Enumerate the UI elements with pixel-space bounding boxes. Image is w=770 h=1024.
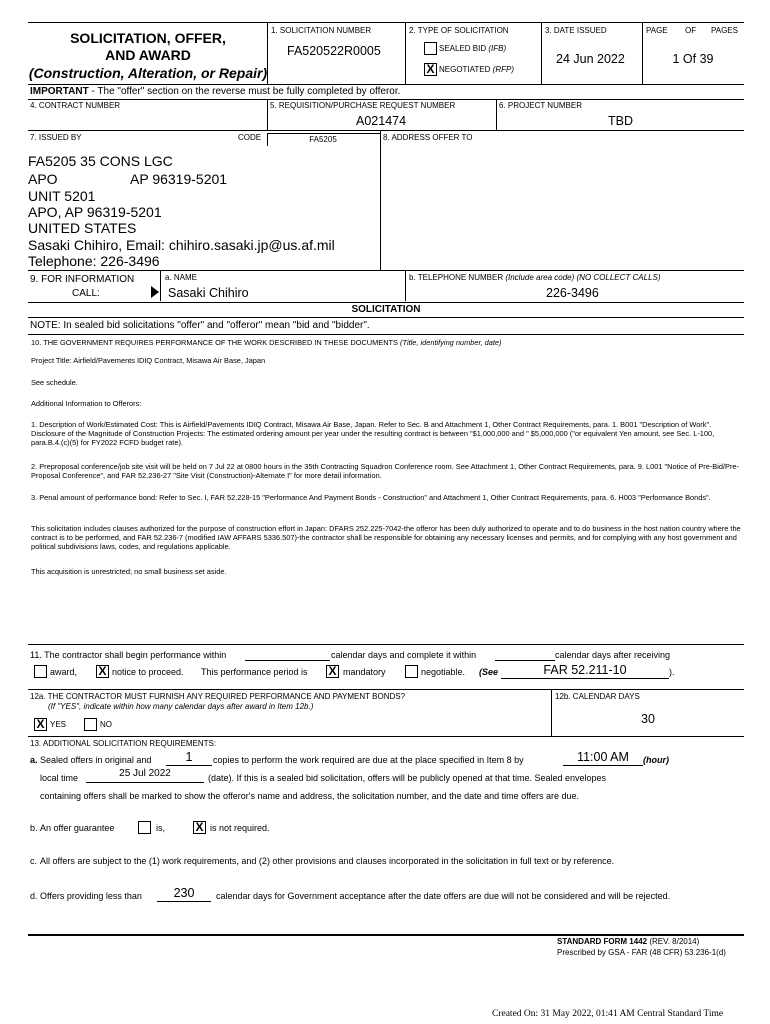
guarantee-not-required-label: is not required. (210, 823, 270, 833)
form-title-line3: (Construction, Alteration, or Repair) (28, 65, 268, 81)
date-issued-value: 24 Jun 2022 (556, 52, 625, 66)
begin-days-field[interactable] (245, 649, 330, 661)
hour-label: (hour) (643, 755, 669, 765)
sealed-bid-checkbox[interactable] (424, 42, 437, 55)
bonds-question-sub: (If "YES", indicate within how many calendar days after award in Item 12b.) (48, 702, 314, 711)
issued-by-line5: UNITED STATES (28, 220, 137, 236)
mandatory-checkbox[interactable]: X (326, 665, 339, 678)
acceptance-days-value[interactable]: 230 (157, 886, 211, 902)
preproposal-conference: 2. Preproposal conference/job site visit will be held on 7 Jul 22 at 0800 hours in the 35th Contracting Squadron Conference room. See Attachment 1, Other Contract Requirements, para. 9. L001 "Notice of Pre-Bid/Pre-Proposal Conference", and FAR 52.236-27 "Site Visit (Construction)-Alternate I" for more detail information. (31, 462, 740, 480)
form-title-line2: AND AWARD (105, 47, 191, 63)
item13d-text2: calendar days for Government acceptance after the date offers are due will not be considered and will be rejected. (216, 891, 671, 901)
offer-due-hour-value[interactable]: 11:00 AM (563, 750, 643, 766)
mandatory-label: mandatory (343, 667, 386, 677)
negotiable-checkbox[interactable] (405, 665, 418, 678)
call-label: CALL: (72, 288, 100, 299)
project-title: Project Title: Airfield/Pavements IDIQ Contract, Misawa Air Base, Japan (31, 356, 266, 365)
offer-due-date-value[interactable]: 25 Jul 2022 (86, 768, 204, 783)
guarantee-is-checkbox[interactable] (138, 821, 151, 834)
item10-label: 10. THE GOVERNMENT REQUIRES PERFORMANCE OF THE WORK DESCRIBED IN THESE DOCUMENTS (Title, identifying number, date) (31, 338, 502, 347)
code-label: CODE (238, 133, 262, 142)
penal-amount: 3. Penal amount of performance bond: Refer to Sec. I, FAR 52.228-15 "Performance And Payment Bonds - Construction" and Attachment 1, Other Contract Requirements, para. 6. H003 "Performance Bonds". (31, 493, 711, 502)
telephone-label: b. TELEPHONE NUMBER (Include area code) (NO COLLECT CALLS) (409, 273, 661, 282)
bonds-no-checkbox[interactable] (84, 718, 97, 731)
notice-to-proceed-checkbox[interactable]: X (96, 665, 109, 678)
local-time-label: local time (40, 773, 79, 783)
sealed-bid-label: SEALED BID (IFB) (439, 44, 507, 53)
requisition-number-label: 5. REQUISITION/PURCHASE REQUEST NUMBER (270, 101, 456, 110)
award-checkbox[interactable] (34, 665, 47, 678)
telephone-value: 226-3496 (546, 286, 599, 300)
important-notice: IMPORTANT - The "offer" section on the reverse must be fully completed by offeror. (30, 86, 401, 97)
issued-by-line7: Telephone: 226-3496 (28, 253, 160, 269)
calendar-days-label: 12b. CALENDAR DAYS (555, 692, 640, 701)
description-of-work: 1. Description of Work/Estimated Cost: This is Airfield/Pavements IDIQ Contract, Misawa Air Base, Japan. Refer to Sec. B and Attachment 1, Other Contract Requirements, para. 1. B001 "Description of Work". Disclosure of the Magnitude of Construction Projects: The estimated ordering amount per year under the resulting contract is between "$1,000,000 and " $5,000,000 ("or equivalent Yen amount, see Sec. L-100, para.B.4.(c)(5) for FY2022 FCFD budget rate). (31, 420, 715, 447)
item13b-prefix: b. (30, 823, 38, 833)
unrestricted-acquisition: This acquisition is unrestricted; no small business set aside. (31, 567, 227, 576)
complete-days-field[interactable] (495, 649, 555, 661)
requisition-number-value: A021474 (356, 114, 407, 128)
solicitation-type-label: 2. TYPE OF SOLICITATION (409, 26, 509, 35)
issued-code-value: FA5205 (309, 135, 337, 144)
contact-name-value: Sasaki Chihiro (168, 286, 249, 300)
issued-by-line2: APO (28, 171, 58, 187)
additional-requirements-label: 13. ADDITIONAL SOLICITATION REQUIREMENTS: (30, 739, 217, 748)
date-issued-label: 3. DATE ISSUED (545, 26, 607, 35)
negotiated-label: NEGOTIATED (RFP) (439, 65, 514, 74)
see-schedule: See schedule. (31, 378, 78, 387)
guarantee-is-label: is, (156, 823, 165, 833)
bonds-yes-label: YES (50, 720, 67, 729)
item11-text-c: calendar days after receiving (555, 650, 671, 660)
contract-number-label: 4. CONTRACT NUMBER (30, 101, 121, 110)
issued-by-label: 7. ISSUED BY (30, 133, 82, 142)
project-number-value: TBD (608, 114, 633, 128)
item11-text-b: calendar days and complete it within (331, 650, 477, 660)
of-label: OF (685, 26, 697, 35)
item13d-prefix: d. (30, 891, 38, 901)
offer-guarantee-label: An offer guarantee (40, 823, 115, 833)
performance-period-label: This performance period is (201, 667, 308, 677)
notice-to-proceed-label: notice to proceed. (112, 667, 184, 677)
sealed-bid-note: NOTE: In sealed bid solicitations "offer" and "offeror" mean "bid and "bidder". (30, 320, 370, 331)
created-on-stamp: Created On: 31 May 2022, 01:41 AM Central Standard Time (492, 1009, 724, 1019)
solicitation-heading: SOLICITATION (351, 304, 421, 315)
form-title-line1: SOLICITATION, OFFER, (70, 30, 226, 46)
see-label: (See (479, 667, 499, 677)
issued-by-line3: UNIT 5201 (28, 188, 96, 204)
item13d-text1: Offers providing less than (40, 891, 142, 901)
pages-label: PAGES (711, 26, 738, 35)
calendar-days-value: 30 (641, 712, 655, 726)
negotiable-label: negotiable. (421, 667, 466, 677)
item11-text-a: 11. The contractor shall begin performance within (30, 650, 227, 660)
bonds-question-label: 12a. THE CONTRACTOR MUST FURNISH ANY REQUIRED PERFORMANCE AND PAYMENT BONDS? (30, 692, 406, 701)
address-offer-to-label: 8. ADDRESS OFFER TO (383, 133, 473, 142)
standard-form-label: STANDARD FORM 1442 (REV. 8/2014) (557, 937, 700, 946)
item13c-text: All offers are subject to the (1) work requirements, and (2) other provisions and clauses incorporated in the solicitation in full text or by reference. (40, 856, 615, 866)
authorized-clauses: This solicitation includes clauses authorized for the purpose of construction effort in Japan: DFARS 252.225-7042-the offeror has been duly authorized to operate and to do business in the host nation country where the contract is to be performed, and FAR 52.236-7 (modified IAW AFFARS 5336.507)-the contractor shall be responsible for obtaining any necessary licenses and permits, and for complying with any host government and political subdivisions laws, codes, and regulations applicable. (31, 524, 741, 551)
prescribed-by-label: Prescribed by GSA - FAR (48 CFR) 53.236-1(d) (557, 948, 726, 957)
item13a-text1: Sealed offers in original and (40, 755, 152, 765)
item13a-text2: copies to perform the work required are due at the place specified in Item 8 by (213, 755, 524, 765)
for-information-label: 9. FOR INFORMATION (30, 274, 135, 285)
page-label: PAGE (646, 26, 668, 35)
bonds-yes-checkbox[interactable]: X (34, 718, 47, 731)
negotiated-checkbox[interactable]: X (424, 63, 437, 76)
solicitation-number-value: FA520522R0005 (287, 44, 381, 58)
additional-info-heading: Additional Information to Offerors: (31, 399, 142, 408)
bonds-no-label: NO (100, 720, 112, 729)
project-number-label: 6. PROJECT NUMBER (499, 101, 582, 110)
issued-by-line4: APO, AP 96319-5201 (28, 204, 162, 220)
item13a-prefix: a. (30, 755, 38, 765)
item11-close: ). (669, 667, 675, 677)
arrow-right-icon (151, 286, 159, 298)
item13c-prefix: c. (30, 856, 38, 866)
see-reference-value[interactable]: FAR 52.211-10 (501, 663, 669, 679)
issued-by-line1: FA5205 35 CONS LGC (28, 153, 173, 169)
copies-value[interactable]: 1 (166, 750, 212, 766)
name-label: a. NAME (165, 273, 198, 282)
guarantee-not-required-checkbox[interactable]: X (193, 821, 206, 834)
award-label: award, (50, 667, 78, 677)
item13a-text4: containing offers shall be marked to show the offeror's name and address, the solicitation number, and the date and time offers are due. (40, 791, 580, 801)
issued-by-line6: Sasaki Chihiro, Email: chihiro.sasaki.jp@us.af.mil (28, 237, 335, 253)
solicitation-number-label: 1. SOLICITATION NUMBER (271, 26, 372, 35)
issued-by-line2-right: AP 96319-5201 (130, 171, 228, 187)
page-count-value: 1 Of 39 (672, 52, 714, 66)
item13a-text3: (date). If this is a sealed bid solicitation, offers will be publicly opened at that time. Sealed envelopes (208, 773, 607, 783)
